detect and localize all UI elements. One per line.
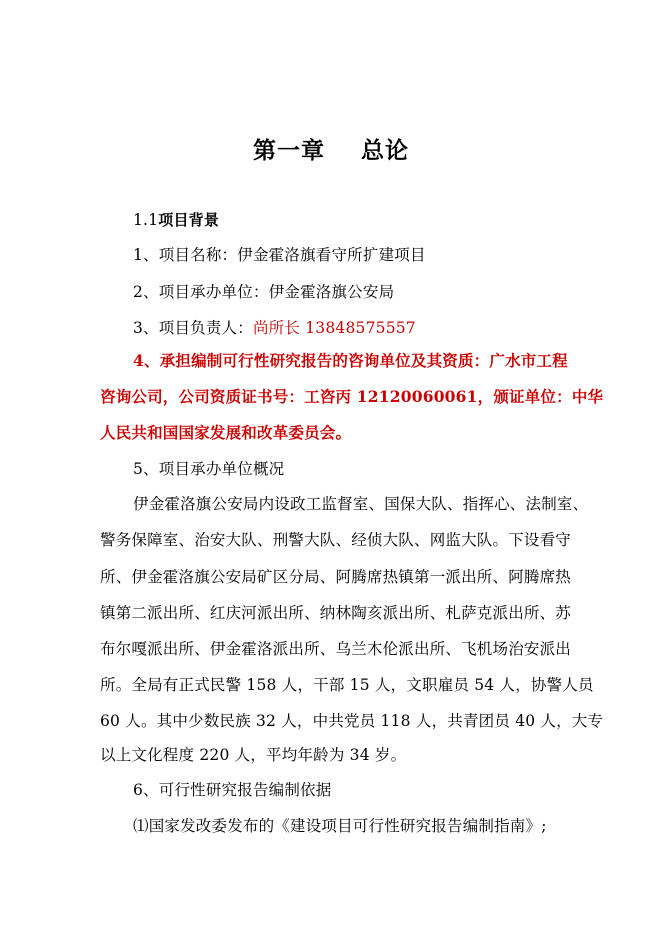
item-project-name	[133, 245, 426, 265]
basis-heading: 6、可行性研究报告编制依据	[133, 781, 332, 799]
basis-item-1: ⑴国家发改委发布的《建设项目可行性研究报告编制指南》;	[133, 817, 547, 835]
overview-line-5: 布尔嘎派出所、伊金霍洛派出所、乌兰木伦派出所、飞机场治安派出	[100, 640, 572, 658]
consult-line-1: 4、承担编制可行性研究报告的咨询单位及其资质：广水市工程	[133, 351, 568, 370]
overview-heading: 5、项目承办单位概况	[133, 460, 285, 478]
chapter-title: 第一章 总论	[252, 138, 410, 164]
overview-line-2: 警务保障室、治安大队、刑警大队、经侦大队、网监大队。下设看守	[100, 531, 572, 549]
overview-line-3: 所、伊金霍洛旗公安局矿区分局、阿腾席热镇第一派出所、阿腾席热	[100, 568, 572, 586]
item-label: 1、项目名称：	[133, 246, 238, 264]
section-title: 项目背景	[158, 211, 220, 229]
section-number: 1.1	[133, 211, 159, 229]
leader-contact: 尚所长 13848575557	[252, 319, 416, 337]
section-heading	[133, 210, 219, 230]
overview-line-7: 60 人。其中少数民族 32 人，中共党员 118 人，共青团员 40 人，大专	[100, 712, 604, 730]
item-value: 伊金霍洛旗看守所扩建项目	[237, 246, 426, 264]
overview-line-6: 所。全局有正式民警 158 人，干部 15 人，文职雇员 54 人，协警人员	[100, 676, 594, 694]
item-value: 伊金霍洛旗公安局	[268, 283, 395, 301]
item-project-unit	[133, 282, 394, 302]
item-project-leader	[133, 318, 416, 338]
overview-line-1: 伊金霍洛旗公安局内设政工监督室、国保大队、指挥心、法制室、	[133, 495, 589, 513]
overview-line-4: 镇第二派出所、红庆河派出所、纳林陶亥派出所、札萨克派出所、苏	[100, 604, 572, 622]
consult-line-3: 人民共和国国家发展和改革委员会。	[100, 423, 352, 442]
consult-line-2: 咨询公司，公司资质证书号：工咨丙 12120060061，颁证单位：中华	[100, 387, 604, 406]
item-label: 3、项目负责人：	[133, 319, 253, 337]
overview-line-8: 以上文化程度 220 人，平均年龄为 34 岁。	[100, 746, 407, 764]
item-label: 2、项目承办单位：	[133, 283, 269, 301]
